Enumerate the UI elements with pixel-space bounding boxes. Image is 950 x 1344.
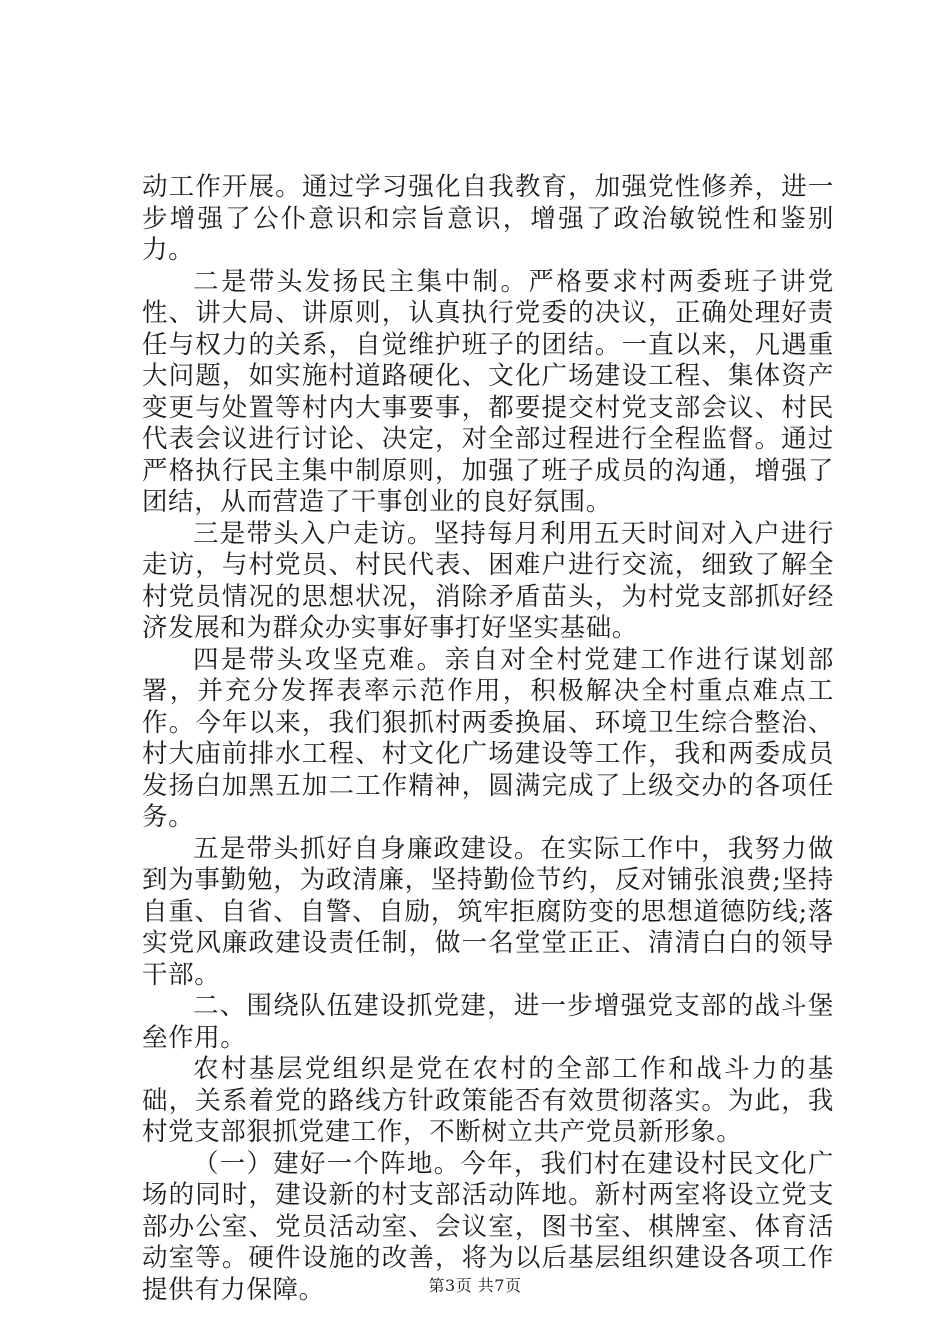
paragraph-2: 二是带头发扬民主集中制。严格要求村两委班子讲党性、讲大局、讲原则，认真执行党委的决议，正确处理好责任与权力的关系，自觉维护班子的团结。一直以来，凡遇重大问题，如实施村道路硬化、文化广场建设工程、集体资产变更与处置等村内大事要事，都要提交村党支部会议、村民代表会议进行讨论、决定，对全部过程进行全程监督。通过严格执行民主集中制原则，加强了班子成员的沟通，增强了团结，从而营造了干事创业的良好氛围。 [142,266,834,517]
page-number: 第3页 共7页 [428,1276,522,1295]
section-heading: 二、围绕队伍建设抓党建，进一步增强党支部的战斗堡垒作用。 [142,991,834,1053]
paragraph-5: 五是带头抓好自身廉政建设。在实际工作中，我努力做到为事勤勉，为政清廉，坚持勤俭节约，反对铺张浪费;坚持自重、自省、自警、自励，筑牢拒腐防变的思想道德防线;落实党风廉政建设责任制，做一名堂堂正正、清清白白的领导干部。 [142,833,834,990]
paragraph-8: （一）建好一个阵地。今年，我们村在建设村民文化广场的同时，建设新的村支部活动阵地。新村两室将设立党支部办公室、党员活动室、会议室，图书室、棋牌室、体育活动室等。硬件设施的改善，将为以后基层组织建设各项工作提供有力保障。 [142,1148,834,1305]
document-body [142,172,834,1306]
paragraph-1: 动工作开展。通过学习强化自我教育，加强党性修养，进一步增强了公仆意识和宗旨意识，增强了政治敏锐性和鉴别力。 [142,172,834,265]
paragraph-4: 四是带头攻坚克难。亲自对全村党建工作进行谋划部署，并充分发挥表率示范作用，积极解决全村重点难点工作。今年以来，我们狠抓村两委换届、环境卫生综合整治、村大庙前排水工程、村文化广场建设等工作，我和两委成员发扬白加黑五加二工作精神，圆满完成了上级交办的各项任务。 [142,644,834,832]
paragraph-7: 农村基层党组织是党在农村的全部工作和战斗力的基础，关系着党的路线方针政策能否有效贯彻落实。为此，我村党支部狠抓党建工作，不断树立共产党员新形象。 [142,1054,834,1147]
paragraph-3: 三是带头入户走访。坚持每月利用五天时间对入户进行走访，与村党员、村民代表、困难户进行交流，细致了解全村党员情况的思想状况，消除矛盾苗头，为村党支部抓好经济发展和为群众办实事好事打好坚实基础。 [142,518,834,643]
